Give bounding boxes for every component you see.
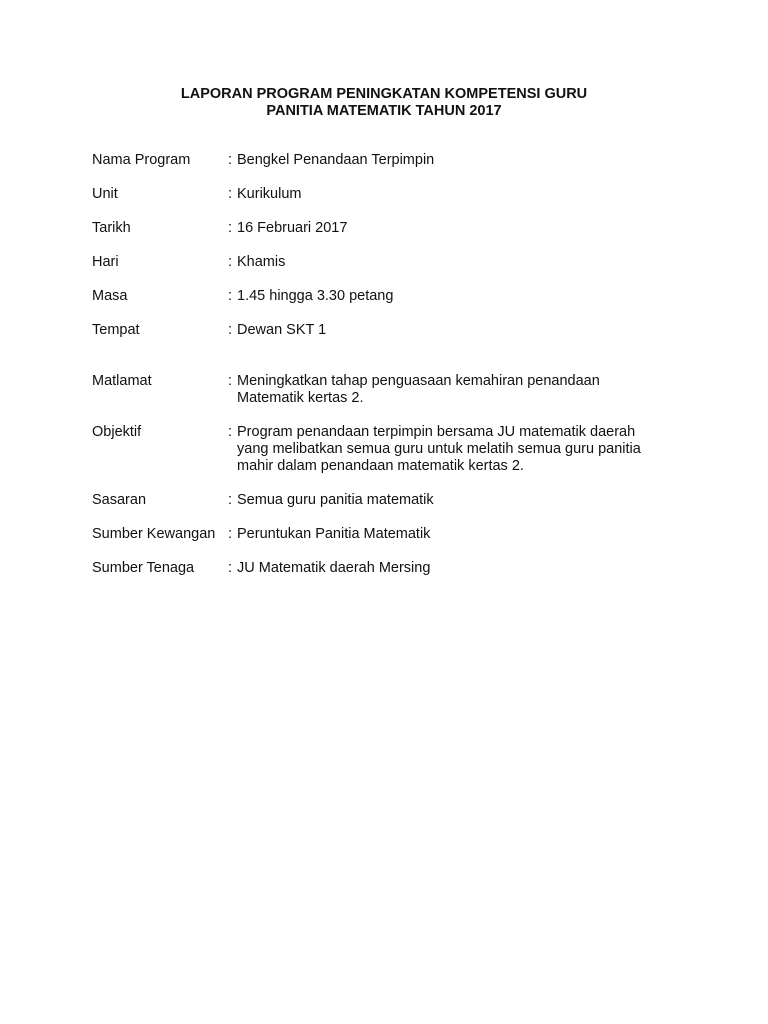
detail-row <box>92 288 712 305</box>
detail-label: Matlamat <box>92 373 152 389</box>
detail-value <box>237 254 712 271</box>
detail-separator: : <box>228 152 233 168</box>
detail-value-line: Peruntukan Panitia Matematik <box>237 526 431 542</box>
detail-value <box>237 526 712 543</box>
title-line-2: PANITIA MATEMATIK TAHUN 2017 <box>266 103 502 119</box>
detail-separator: : <box>228 254 233 270</box>
detail-row <box>92 186 712 203</box>
detail-row <box>92 424 712 475</box>
detail-value-line: Meningkatkan tahap penguasaan kemahiran penandaan <box>237 373 600 389</box>
detail-separator: : <box>228 322 233 338</box>
detail-row <box>92 373 712 407</box>
detail-value-line: Dewan SKT 1 <box>237 322 327 338</box>
detail-value-line: yang melibatkan semua guru untuk melatih semua guru panitia <box>237 441 641 457</box>
document-title <box>0 86 768 120</box>
detail-row <box>92 254 712 271</box>
detail-label: Tempat <box>92 322 140 338</box>
detail-row <box>92 492 712 509</box>
detail-label: Sumber Tenaga <box>92 560 195 576</box>
detail-label: Hari <box>92 254 119 270</box>
detail-value-line: Matematik kertas 2. <box>237 390 364 406</box>
detail-row <box>92 322 712 339</box>
detail-row <box>92 526 712 543</box>
report-details <box>92 152 712 577</box>
detail-value-line: JU Matematik daerah Mersing <box>237 560 431 576</box>
detail-value <box>237 424 712 475</box>
detail-separator: : <box>228 186 233 202</box>
detail-value <box>237 220 712 237</box>
detail-value <box>237 560 712 577</box>
detail-separator: : <box>228 492 233 508</box>
detail-label: Sasaran <box>92 492 147 508</box>
detail-value <box>237 322 712 339</box>
detail-value <box>237 492 712 509</box>
detail-value-line: Kurikulum <box>237 186 302 202</box>
detail-value-line: 1.45 hingga 3.30 petang <box>237 288 394 304</box>
detail-separator: : <box>228 288 233 304</box>
detail-value-line: Program penandaan terpimpin bersama JU matematik daerah <box>237 424 636 440</box>
detail-label: Sumber Kewangan <box>92 526 216 542</box>
detail-value-line: Semua guru panitia matematik <box>237 492 434 508</box>
detail-row <box>92 220 712 237</box>
detail-separator: : <box>228 526 233 542</box>
detail-label: Nama Program <box>92 152 191 168</box>
detail-value <box>237 288 712 305</box>
detail-row <box>92 560 712 577</box>
detail-value-line: Bengkel Penandaan Terpimpin <box>237 152 435 168</box>
detail-label: Objektif <box>92 424 142 440</box>
detail-row <box>92 152 712 169</box>
detail-value-line: mahir dalam penandaan matematik kertas 2. <box>237 458 524 474</box>
detail-label: Unit <box>92 186 118 202</box>
detail-value <box>237 373 712 407</box>
detail-separator: : <box>228 424 233 440</box>
detail-value <box>237 186 712 203</box>
detail-value <box>237 152 712 169</box>
detail-value-line: 16 Februari 2017 <box>237 220 348 236</box>
detail-value-line: Khamis <box>237 254 286 270</box>
detail-separator: : <box>228 220 233 236</box>
detail-label: Masa <box>92 288 128 304</box>
detail-separator: : <box>228 373 233 389</box>
detail-separator: : <box>228 560 233 576</box>
title-line-1: LAPORAN PROGRAM PENINGKATAN KOMPETENSI GURU <box>180 86 588 102</box>
detail-label: Tarikh <box>92 220 131 236</box>
